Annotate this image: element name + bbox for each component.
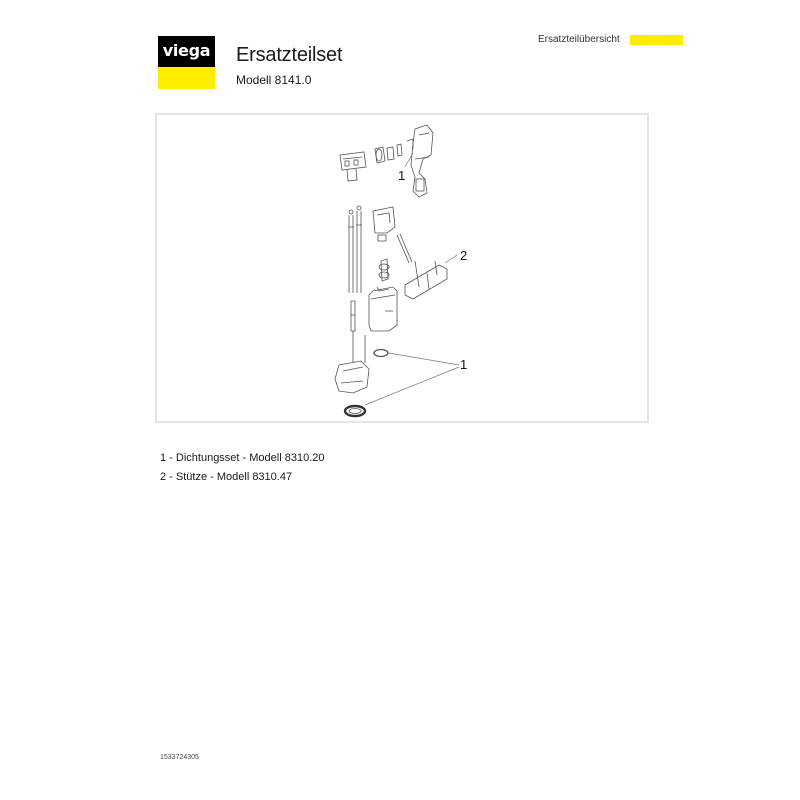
callout-label: 2 [460,248,468,263]
logo-black-block [158,36,215,67]
parts-list-item: 2 - Stütze - Modell 8310.47 [160,471,293,483]
valve-housing [373,207,412,281]
bottom-gasket [345,406,365,416]
page-title: Ersatzteilset [236,44,343,66]
model-number: Modell 8141.0 [236,73,312,87]
exploded-drawing-frame [155,113,649,423]
guide-rods [348,206,362,293]
viega-logo [158,36,215,89]
overview-label: Ersatzteilübersicht [538,34,620,45]
support-bracket [405,261,447,299]
document-number: 1533724305 [160,754,199,761]
logo-text: viega [162,41,211,60]
valve-head-assembly [340,125,433,197]
seal-washer [374,350,388,357]
callout-leaders [365,153,459,405]
callout-label: 1 [460,357,468,372]
logo-yellow-block [158,67,215,89]
exploded-drawing [157,115,651,425]
base-outlet [335,361,369,393]
callout-label: 1 [398,168,406,183]
parts-legend [160,449,324,487]
overview-yellow-bar [630,35,683,45]
lower-stem [351,301,365,363]
float-cup [369,287,397,331]
parts-list-item: 1 - Dichtungsset - Modell 8310.20 [160,452,325,464]
